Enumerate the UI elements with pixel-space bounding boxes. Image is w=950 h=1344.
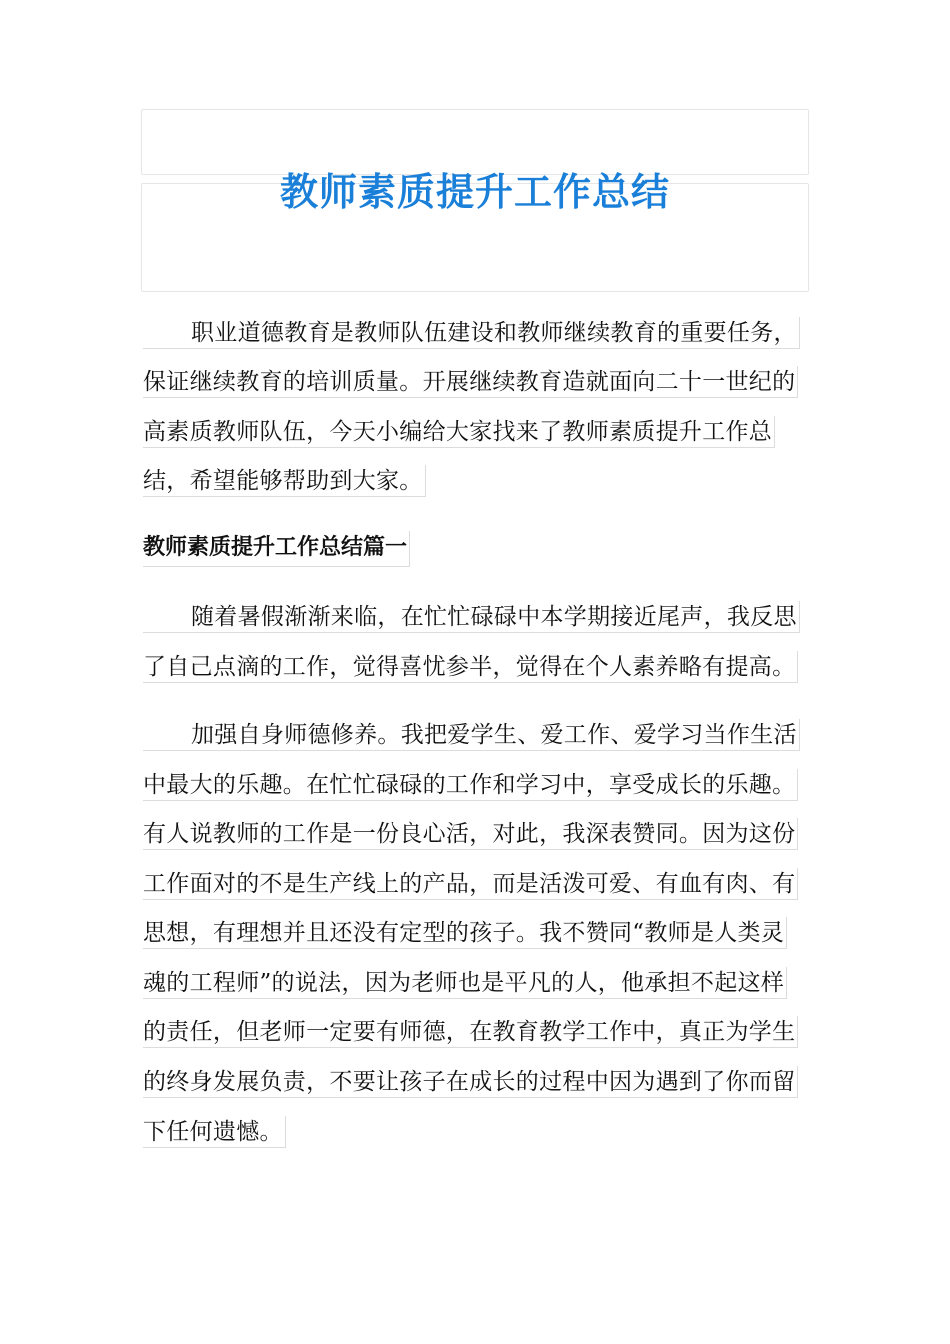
- para2-line-6: 魂的工程师”的说法，因为老师也是平凡的人，他承担不起这样: [143, 967, 787, 999]
- intro-line-4: 结，希望能够帮助到大家。: [143, 465, 426, 497]
- para1-line-1: 随着暑假渐渐来临，在忙忙碌碌中本学期接近尾声，我反思: [143, 601, 800, 633]
- para2-line-8: 的终身发展负责，不要让孩子在成长的过程中因为遇到了你而留: [143, 1066, 798, 1098]
- para1-line-2: 了自己点滴的工作，觉得喜忧参半，觉得在个人素养略有提高。: [143, 651, 798, 683]
- section-heading: 教师素质提升工作总结篇一: [143, 531, 410, 567]
- para2-line-2: 中最大的乐趣。在忙忙碌碌的工作和学习中，享受成长的乐趣。: [143, 769, 798, 801]
- intro-line-3: 高素质教师队伍，今天小编给大家找来了教师素质提升工作总: [143, 416, 775, 448]
- para2-line-4: 工作面对的不是生产线上的产品，而是活泼可爱、有血有肉、有: [143, 868, 798, 900]
- para2-line-5: 思想，有理想并且还没有定型的孩子。我不赞同“教师是人类灵: [143, 917, 787, 949]
- para2-line-3: 有人说教师的工作是一份良心活，对此，我深表赞同。因为这份: [143, 818, 798, 850]
- para2-line-7: 的责任，但老师一定要有师德，在教育教学工作中，真正为学生: [143, 1016, 798, 1048]
- intro-line-1: 职业道德教育是教师队伍建设和教师继续教育的重要任务，: [143, 317, 800, 349]
- para2-line-1: 加强自身师德修养。我把爱学生、爱工作、爱学习当作生活: [143, 719, 800, 751]
- para2-line-9: 下任何遗憾。: [143, 1116, 286, 1148]
- intro-line-2: 保证继续教育的培训质量。开展继续教育造就面向二十一世纪的: [143, 366, 798, 398]
- document-title: 教师素质提升工作总结: [279, 170, 670, 214]
